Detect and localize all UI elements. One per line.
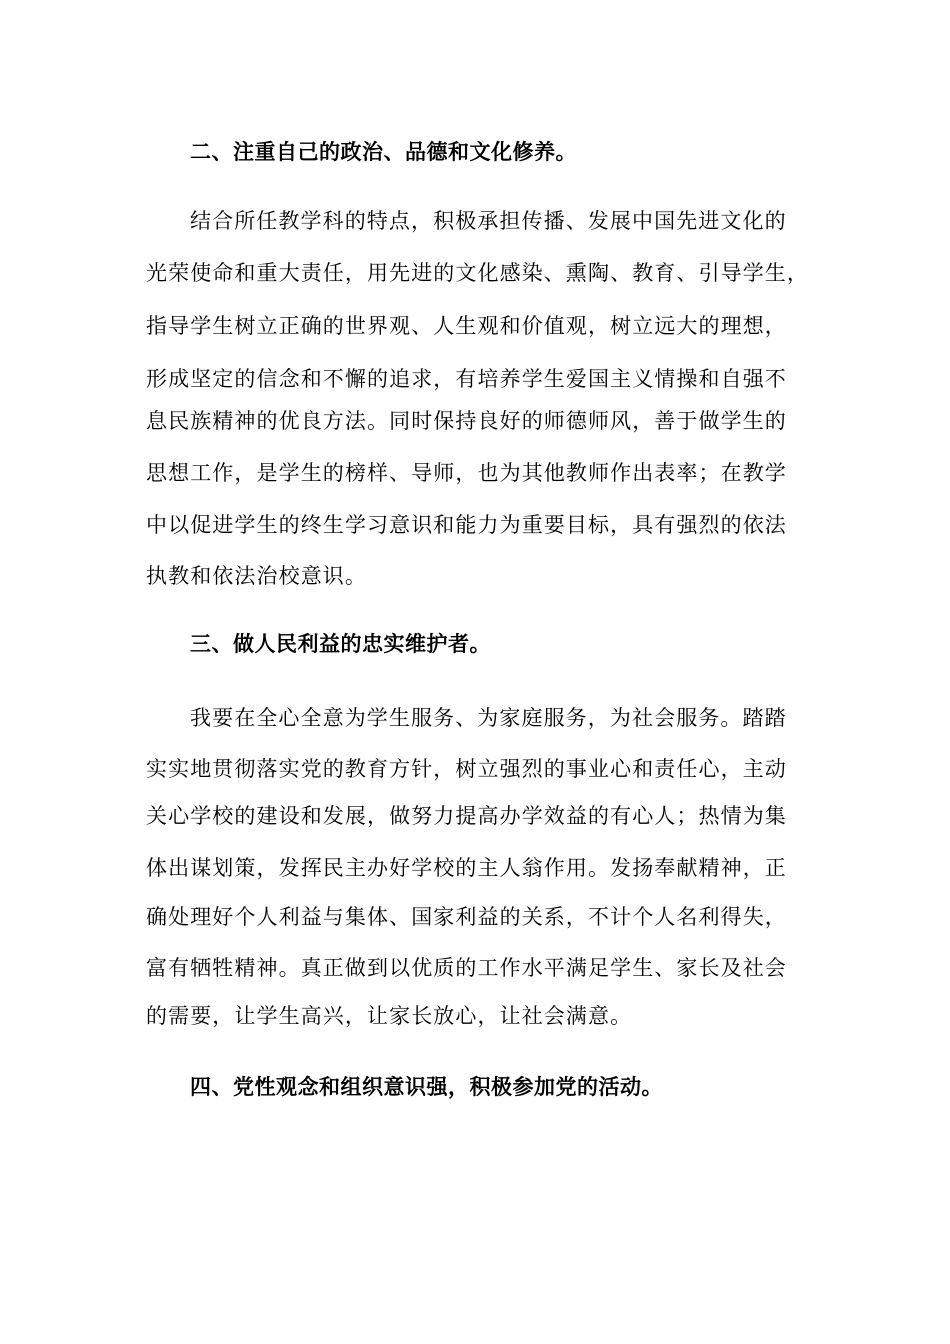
paragraph-line: 息民族精神的优良方法。同时保持良好的师德师风，善于做学生的 [146, 409, 787, 433]
section-heading-3: 三、做人民利益的忠实维护者。 [190, 631, 491, 656]
section-heading-4: 四、党性观念和组织意识强，积极参加党的活动。 [190, 1074, 663, 1099]
paragraph-line: 思想工作，是学生的榜样、导师，也为其他教师作出表率；在教学 [146, 461, 787, 485]
paragraph-line: 光荣使命和重大责任，用先进的文化感染、熏陶、教育、引导学生， [146, 261, 809, 285]
paragraph-line: 富有牺牲精神。真正做到以优质的工作水平满足学生、家长及社会 [146, 956, 787, 980]
paragraph-line: 形成坚定的信念和不懈的追求，有培养学生爱国主义情操和自强不 [146, 367, 787, 391]
paragraph-line: 结合所任教学科的特点，积极承担传播、发展中国先进文化的 [190, 209, 787, 233]
paragraph-line: 体出谋划策，发挥民主办好学校的主人翁作用。发扬奉献精神，正 [146, 856, 787, 880]
section-heading-2: 二、注重自己的政治、品德和文化修养。 [190, 139, 577, 164]
paragraph-line: 指导学生树立正确的世界观、人生观和价值观，树立远大的理想， [146, 314, 787, 338]
paragraph-line: 实实地贯彻落实党的教育方针，树立强烈的事业心和责任心，主动 [146, 757, 787, 781]
paragraph-line: 中以促进学生的终生学习意识和能力为重要目标，具有强烈的依法 [146, 513, 787, 537]
paragraph-line: 确处理好个人利益与集体、国家利益的关系，不计个人名利得失， [146, 905, 787, 929]
paragraph-line: 我要在全心全意为学生服务、为家庭服务，为社会服务。踏踏 [190, 706, 787, 730]
paragraph-line: 执教和依法治校意识。 [146, 564, 367, 588]
paragraph-line: 的需要，让学生高兴，让家长放心，让社会满意。 [146, 1004, 633, 1028]
paragraph-line: 关心学校的建设和发展，做努力提高办学效益的有心人；热情为集 [146, 804, 787, 828]
